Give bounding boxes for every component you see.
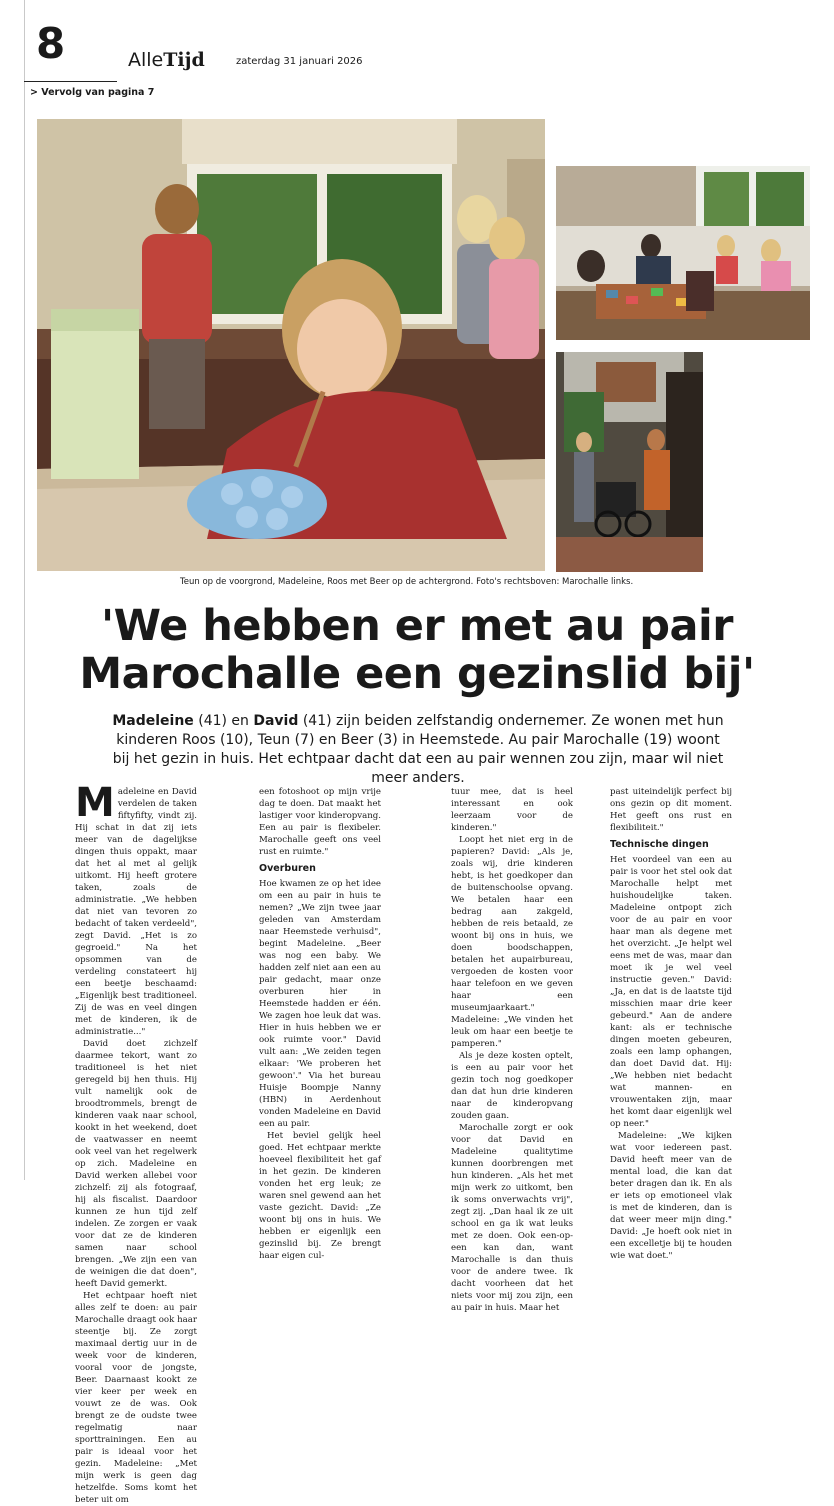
garden-photo <box>556 352 703 572</box>
article-column-2 <box>259 786 381 1262</box>
paragraph: tuur mee, dat is heel interessant en ook leerzaam voor de kinderen." <box>451 787 573 833</box>
paragraph: Het voordeel van een au pair is voor het stel ook dat Marochalle helpt met huishoudelijke taken. Madeleine ontpopt zich voor de au pair en voor haar man als degene met het overzicht. „Je helpt wel eens met de was, maar dan moet ik je wel veel instructie geven." David: „Ja, en dat is de laatste tijd misschien maar drie keer gebeurd." Aan de andere kant: als er technische dingen moeten gebeuren, zoals een lamp ophangen, dan doet David dat. Hij: „We hebben niet bedacht wat mannen- en vrouwentaken zijn, maar het komt daar eigenlijk wel op neer." <box>610 855 732 1129</box>
main-photo <box>37 119 545 571</box>
drop-cap: M <box>75 780 115 826</box>
paragraph: Het echtpaar hoeft niet alles zelf te doen: au pair Marochalle draagt ook haar steentje bij. Ze zorgt maximaal dertig uur in de week voor de kinderen, vooral voor de jongste, Beer. Daarnaast kookt ze vier keer per week en vouwt ze de was. Ook brengt ze de oudste twee regelmatig naar sporttrainingen. Een au pair is ideaal voor het gezin. Madeleine: „Met mijn werk is geen dag hetzelfde. Soms komt het beter uit om <box>75 1291 197 1505</box>
living-room-photo-illustration <box>556 166 810 340</box>
paragraph: Loopt het niet erg in de papieren? David: „Als je, zoals wij, drie kinderen hebt, is het goedkoper dan de buitenschoolse opvang. We betalen haar een bedrag aan zakgeld, hebben de reis betaald, ze woont bij ons in huis, we doen boodschappen, betalen het aupairbureau, vergoeden de kosten voor haar telefoon en we geven haar een museumjaarkaart." Madeleine: „We vinden het leuk om haar een beetje te pamperen." <box>451 835 573 1049</box>
intro-text-1: (41) en <box>193 713 254 729</box>
left-margin-rule <box>24 0 25 1180</box>
intro-name-madeleine: Madeleine <box>112 713 194 729</box>
subheading-overburen: Overburen <box>259 863 316 874</box>
issue-date: zaterdag 31 januari 2026 <box>236 56 363 67</box>
article-column-4 <box>610 786 732 1262</box>
article-headline <box>60 602 774 698</box>
paragraph: Het beviel gelijk heel goed. Het echtpaar merkte hoeveel flexibiliteit het gaf in het gezin. De kinderen vonden het erg leuk; ze waren snel gewend aan het vaste gezicht. David: „Ze woont bij ons in huis. We hebben er eigenlijk een gezinslid bij. Ze brengt haar eigen cul- <box>259 1131 381 1261</box>
paragraph: Madeleine: „We kijken wat voor iedereen past. David heeft meer van de mental load, die kan dat beter dragen dan ik. En als er iets op emotioneel vlak is met de kinderen, dan is dat weer meer mijn ding." David: „Je hoeft ook niet in een excelletje bij te houden wie wat doet." <box>610 1131 732 1261</box>
main-photo-illustration <box>37 119 545 571</box>
section-logo-bold: Tijd <box>163 49 205 71</box>
intro-text-2: (41) zijn beiden zelfstandig ondernemer. Ze wonen met hun kinderen Roos (10), Teun (7) en Beer (3) in Heemstede. Au pair Marochalle (19) woont bij het gezin in huis. Het echtpaar dacht dat een au pair wennen zou zijn, maar wil niet meer anders. <box>112 713 724 786</box>
paragraph: adeleine en David verdelen de taken fiftyfifty, vindt zij. Hij schat in dat zij iets meer van de dagelijkse dingen thuis oppakt, maar dat het al met al gelijk uitkomt. Hij heeft grotere taken, zoals de administratie. „We hebben dat niet van tevoren zo bedacht of taken verdeeld", zegt David. „Het is zo gegroeid." Na het opsommen van de verdeling constateert hij een beetje beschaamd: „Eigenlijk best traditioneel. Zij de was en veel dingen met de kinderen, ik de administratie..." <box>75 787 197 1037</box>
paragraph: een fotoshoot op mijn vrije dag te doen. Dat maakt het lastiger voor kinderopvang. Een au pair is flexibeler. Marochalle geeft ons veel rust en ruimte." <box>259 787 381 857</box>
article-column-3 <box>451 786 573 1314</box>
page-number: 8 <box>36 19 66 68</box>
article-intro <box>110 712 726 788</box>
headline-line-1: 'We hebben er met au pair <box>101 601 733 651</box>
paragraph: Marochalle zorgt er ook voor dat David en Madeleine qualitytime kunnen doorbrengen met hun kinderen. „Als het met mijn werk zo uitkomt, ben ik soms onverwachts vrij", zegt zij. „Dan haal ik ze uit school en ga ik wat leuks met ze doen. Ook een-op-een kan dan, want Marochalle is dan thuis voor de andere twee. Ik dacht voorheen dat het niets voor mij zou zijn, een au pair in huis. Maar het <box>451 1123 573 1313</box>
living-room-photo <box>556 166 810 340</box>
paragraph: Als je deze kosten optelt, is een au pair voor het gezin toch nog goedkoper dan dat hun drie kinderen naar de kinderopvang zouden gaan. <box>451 1051 573 1121</box>
paragraph: past uiteindelijk perfect bij ons gezin op dit moment. Het geeft ons rust en flexibiliteit." <box>610 787 732 833</box>
article-column-1 <box>75 780 197 1506</box>
photo-caption: Teun op de voorgrond, Madeleine, Roos met Beer op de achtergrond. Foto's rechtsboven: Marochalle links. <box>180 577 634 587</box>
garden-photo-illustration <box>556 352 703 572</box>
intro-name-david: David <box>253 713 299 729</box>
section-logo <box>128 49 205 71</box>
continued-from-label: > Vervolg van pagina 7 <box>30 87 155 98</box>
header-rule <box>24 81 117 82</box>
headline-line-2: Marochalle een gezinslid bij' <box>79 649 755 699</box>
paragraph: David doet zichzelf daarmee tekort, want zo traditioneel is het niet geregeld bij hen thuis. Hij vult namelijk ook de broodtrommels, brengt de kinderen vaak naar school, kookt in het weekend, doet de vaatwasser en neemt ook veel van het regelwerk op zich. Madeleine en David werken allebei voor zichzelf: zij als fotograaf, hij als fiscalist. Daardoor kunnen ze hun tijd zelf indelen. Ze zorgen er vaak voor dat ze de kinderen samen naar school brengen. „We zijn een van de weinigen die dat doen", heeft David gemerkt. <box>75 1039 197 1289</box>
section-logo-light: Alle <box>128 49 164 71</box>
subheading-technische-dingen: Technische dingen <box>610 839 709 850</box>
paragraph: Hoe kwamen ze op het idee om een au pair in huis te nemen? „We zijn twee jaar geleden van Amsterdam naar Heemstede verhuisd", begint Madeleine. „Beer was nog een baby. We hadden zelf niet aan een au pair gedacht, maar onze overburen hier in Heemstede hadden er één. We zagen hoe leuk dat was. Hier in huis hebben we er ook ruimte voor." David vult aan: „We zeiden tegen elkaar: 'We proberen het gewoon'." Via het bureau Huisje Boompje Nanny (HBN) in Aerdenhout vonden Madeleine en David een au pair. <box>259 879 381 1129</box>
